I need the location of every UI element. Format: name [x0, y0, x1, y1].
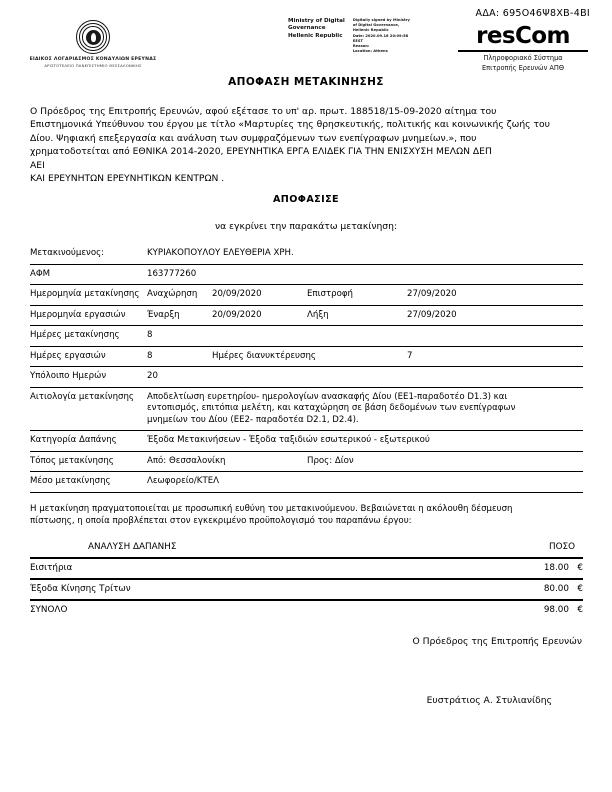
intro-line-2: Επιστημονικά Υπεύθυνου του έργου με τίτλο «Μαρτυρίες της θρησκευτικής, πολιτικής και κοινωνικής ζωής του: [30, 119, 550, 131]
signature-line3: Hellenic Republic: [352, 28, 389, 33]
label-traveller: Μετακινούμενος:: [30, 244, 147, 264]
rescom-logo-block: [458, 24, 588, 73]
note-line-2: πίστωσης, η οποία προβλέπεται στον εγκεκριμένο προϋπολογισμό του παραπάνω έργου:: [30, 516, 412, 527]
euro-icon: €: [577, 584, 583, 595]
signature-role: Ο Πρόεδρος της Επιτροπής Ερευνών: [412, 636, 582, 648]
signature-line6: Reason:: [352, 44, 370, 49]
value-transport: Λεωφορείο/ΚΤΕΛ: [147, 472, 583, 493]
table-row-traveller: [30, 244, 583, 264]
reason-line-2: εντοπισμός, επιτόπια μελέτη, και καταχώρηση σε βάση δεδομένων των ενεπίγραφων: [147, 403, 516, 414]
table-row-reason: [30, 387, 583, 431]
signature-name: Ευστράτιος Α. Στυλιανίδης: [426, 695, 552, 707]
value-traveller: ΚΥΡΙΑΚΟΠΟΥΛΟΥ ΕΛΕΥΘΕΡΙΑ ΧΡΗ.: [147, 244, 583, 264]
university-logo-line2: ΑΡΙΣΤΟΤΕΛΕΙΟ ΠΑΝΕΠΙΣΤΗΜΙΟ ΘΕΣΣΑΛΟΝΙΚΗΣ: [44, 63, 142, 68]
decides-heading: ΑΠΟΦΑΣΙΣΕ: [272, 194, 340, 206]
table-row-work-dates: [30, 305, 583, 326]
label-work-days: Ημέρες εργασιών: [30, 346, 147, 367]
value-remaining-days: 20: [147, 367, 583, 388]
document-header: [0, 0, 612, 72]
university-seal-icon: [76, 20, 110, 54]
value-expense-category: Έξοδα Μετακινήσεων - Έξοδα ταξιδιών εσωτερικού - εξωτερικού: [147, 431, 583, 452]
signature-line5: EEST: [352, 38, 363, 43]
expense-amount: 18.00: [543, 563, 569, 574]
label-travel-days: Ημέρες μετακίνησης: [30, 326, 147, 347]
euro-icon: €: [577, 605, 583, 616]
ministry-line2: Governance: [288, 25, 326, 32]
label-work-dates: Ημερομηνία εργασιών: [30, 305, 147, 326]
expense-col-description: ΑΝΑΛΥΣΗ ΔΑΠΑΝΗΣ: [30, 538, 466, 558]
label-travel-dates: Ημερομηνία μετακίνησης: [30, 285, 147, 306]
intro-line-6: ΚΑΙ ΕΡΕΥΝΗΤΩΝ ΕΡΕΥΝΗΤΙΚΩΝ ΚΕΝΤΡΩΝ .: [30, 173, 225, 185]
table-row-remaining-days: [30, 367, 583, 388]
label-departure: Αναχώρηση: [147, 285, 212, 306]
rescom-subtitle-line1: Πληροφοριακό Σύστημα: [483, 54, 563, 62]
intro-line-1: Ο Πρόεδρος της Επιτροπής Ερευνών, αφού εξέτασε το υπ' αρ. πρωτ. 188518/15-09-2020 αίτημα του: [30, 106, 497, 117]
table-row-travel-days: [30, 326, 583, 347]
ministry-name: [288, 18, 345, 54]
value-travel-days: 8: [147, 326, 583, 347]
signature-line1: Digitally signed by Ministry: [352, 18, 410, 22]
expense-total-row: [30, 600, 583, 620]
university-logo-block: [28, 20, 158, 69]
label-remaining-days: Υπόλοιπο Ημερών: [30, 367, 147, 388]
intro-paragraph: [30, 105, 584, 185]
responsibility-note: [30, 503, 584, 527]
rescom-wordmark: resCom: [458, 24, 588, 52]
intro-line-3: Δίου. Ψηφιακή επεξεργασία και ανάλυση των συμφραζόμενων των ενεπίγραφων μνημείων.», που: [30, 132, 477, 144]
expense-amount: 80.00: [543, 584, 569, 595]
table-row-expense-category: [30, 431, 583, 452]
intro-line-5: ΑΕΙ: [30, 159, 45, 171]
value-work-start-date: 20/09/2020: [212, 305, 307, 326]
value-afm: 163777260: [147, 264, 583, 285]
expense-total-label: ΣΥΝΟΛΟ: [30, 605, 68, 616]
expense-description: Έξοδα Κίνησης Τρίτων: [30, 579, 466, 600]
ministry-line1: Ministry of Digital: [288, 18, 345, 24]
expense-amount-cell: [466, 558, 583, 579]
expense-row: [30, 558, 583, 579]
label-expense-category: Κατηγορία Δαπάνης: [30, 431, 147, 452]
label-place: Τόπος μετακίνησης: [30, 451, 147, 472]
ada-code: ΑΔΑ: 695Ο46Ψ8ΧΒ-4ΒΙ: [475, 8, 590, 19]
table-row-travel-dates: [30, 285, 583, 306]
signature-line7: Location: Athens: [352, 49, 388, 54]
digital-signature-stamp: [353, 18, 410, 54]
table-row-transport: [30, 472, 583, 493]
expense-total-amount-cell: [466, 600, 583, 620]
expense-header-row: [30, 538, 583, 558]
label-reason: Αιτιολογία μετακίνησης: [30, 387, 147, 431]
value-reason: [147, 387, 583, 431]
signature-line2: of Digital Governance,: [352, 23, 400, 28]
label-afm: ΑΦΜ: [30, 264, 147, 285]
table-row-work-days: [30, 346, 583, 367]
travel-details-table: [30, 244, 583, 493]
label-work-start: Έναρξη: [147, 305, 212, 326]
university-logo-line1: ΕΙΔΙΚΟΣ ΛΟΓΑΡΙΑΣΜΟΣ ΚΟΝΔΥΛΙΩΝ ΕΡΕΥΝΑΣ: [29, 57, 157, 62]
expense-analysis-table: [30, 538, 583, 620]
value-place-from: Από: Θεσσαλονίκη: [147, 451, 307, 472]
value-overnight-days: 7: [407, 346, 583, 367]
expense-total-amount: 98.00: [543, 605, 569, 616]
table-row-afm: [30, 264, 583, 285]
intro-line-4: χρηματοδοτείται από ΕΘΝΙΚΑ 2014-2020, ΕΡΕΥΝΗΤΙΚΑ ΕΡΓΑ ΕΛΙΔΕΚ ΓΙΑ ΤΗΝ ΕΝΙΣΧΥΣΗ ΜΕΛΩΝ ΔΕΠ: [30, 146, 492, 158]
approve-line: να εγκρίνει την παρακάτω μετακίνηση:: [214, 221, 398, 233]
table-row-place: [30, 451, 583, 472]
ministry-signature-block: [288, 18, 410, 54]
label-work-end: Λήξη: [307, 305, 407, 326]
page-title: ΑΠΟΦΑΣΗ ΜΕΤΑΚΙΝΗΣΗΣ: [228, 76, 384, 88]
value-place-to: Προς: Δίον: [307, 451, 583, 472]
label-transport: Μέσο μετακίνησης: [30, 472, 147, 493]
rescom-subtitle-line2: Επιτροπής Ερευνών ΑΠΘ: [481, 64, 565, 73]
reason-line-1: Αποδελτίωση ευρετηρίου- ημερολογίων ανασκαφής Δίου (ΕΕ1-παραδοτέο D1.3) και: [147, 391, 508, 402]
note-line-1: Η μετακίνηση πραγματοποιείται με προσωπική ευθύνη του μετακινούμενου. Βεβαιώνεται η ακόλουθη δέσμευση: [30, 503, 513, 514]
value-departure-date: 20/09/2020: [212, 285, 307, 306]
value-work-days: 8: [147, 346, 212, 367]
expense-description: Εισιτήρια: [30, 558, 466, 579]
expense-row: [30, 579, 583, 600]
euro-icon: €: [577, 563, 583, 574]
expense-amount-cell: [466, 579, 583, 600]
expense-col-amount: ΠΟΣΟ: [466, 538, 583, 558]
label-overnight-days: Ημέρες διανυκτέρευσης: [212, 346, 407, 367]
value-return-date: 27/09/2020: [407, 285, 583, 306]
ministry-line3: Hellenic Republic: [288, 32, 343, 39]
reason-line-3: μνημείων του Δίου (ΕΕ2- παραδοτέα D2.1, D2.4).: [147, 414, 359, 425]
label-return: Επιστροφή: [307, 285, 407, 306]
signature-line4: Date: 2020.09.16 20:09:58: [352, 33, 409, 38]
value-work-end-date: 27/09/2020: [407, 305, 583, 326]
